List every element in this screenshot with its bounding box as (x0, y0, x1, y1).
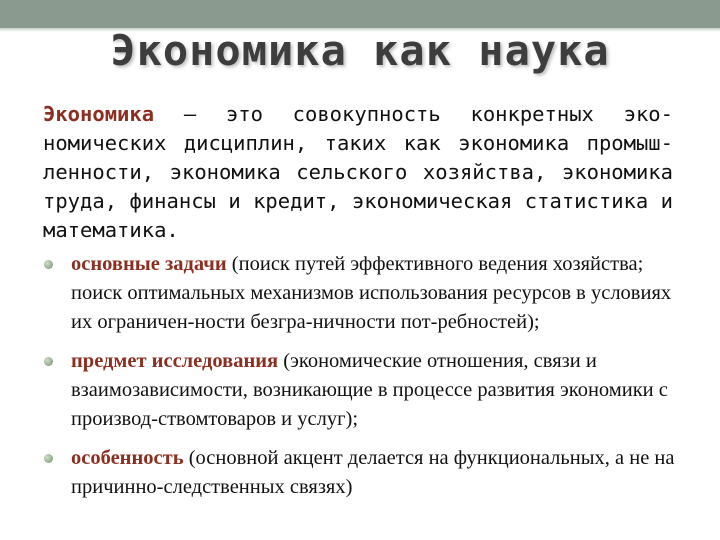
bullet-dot-icon (44, 357, 53, 366)
bullet-item-tasks (43, 250, 683, 337)
bullet-text: (поиск путей эффективного ведения хозяйства; поиск оптимальных механизмов использования ресурсов в условиях их ограничен-ности безгра-ничности пот-ребностей); (71, 253, 672, 333)
bullet-key: особенность (71, 447, 184, 469)
bullet-text: (экономические отношения, связи и взаимозависимости, возникающие в процессе развития экономики с производ-ствомтоваров и услуг); (71, 350, 668, 430)
top-band (0, 0, 720, 28)
bullet-list (43, 250, 683, 502)
slide-title: Экономика как наука (110, 26, 610, 75)
bullet-dot-icon (44, 260, 53, 269)
bullet-item-feature (43, 444, 683, 502)
intro-paragraph (43, 100, 673, 245)
bullet-text: (основной акцент делается на функциональных, а не на причинно-следственных связях) (71, 447, 675, 498)
intro-term: Экономика (43, 102, 155, 126)
bullet-key: основные задачи (71, 253, 227, 275)
intro-text: — это совокупность конкретных эко-номических дисциплин, таких как экономика промыш-ленности, экономика сельского хозяйства, экономика труда, финансы и кредит, экономическая статистика и математика. (43, 102, 673, 242)
bullet-key: предмет исследования (71, 350, 279, 372)
bullet-dot-icon (44, 454, 53, 463)
bullet-item-subject (43, 347, 683, 434)
